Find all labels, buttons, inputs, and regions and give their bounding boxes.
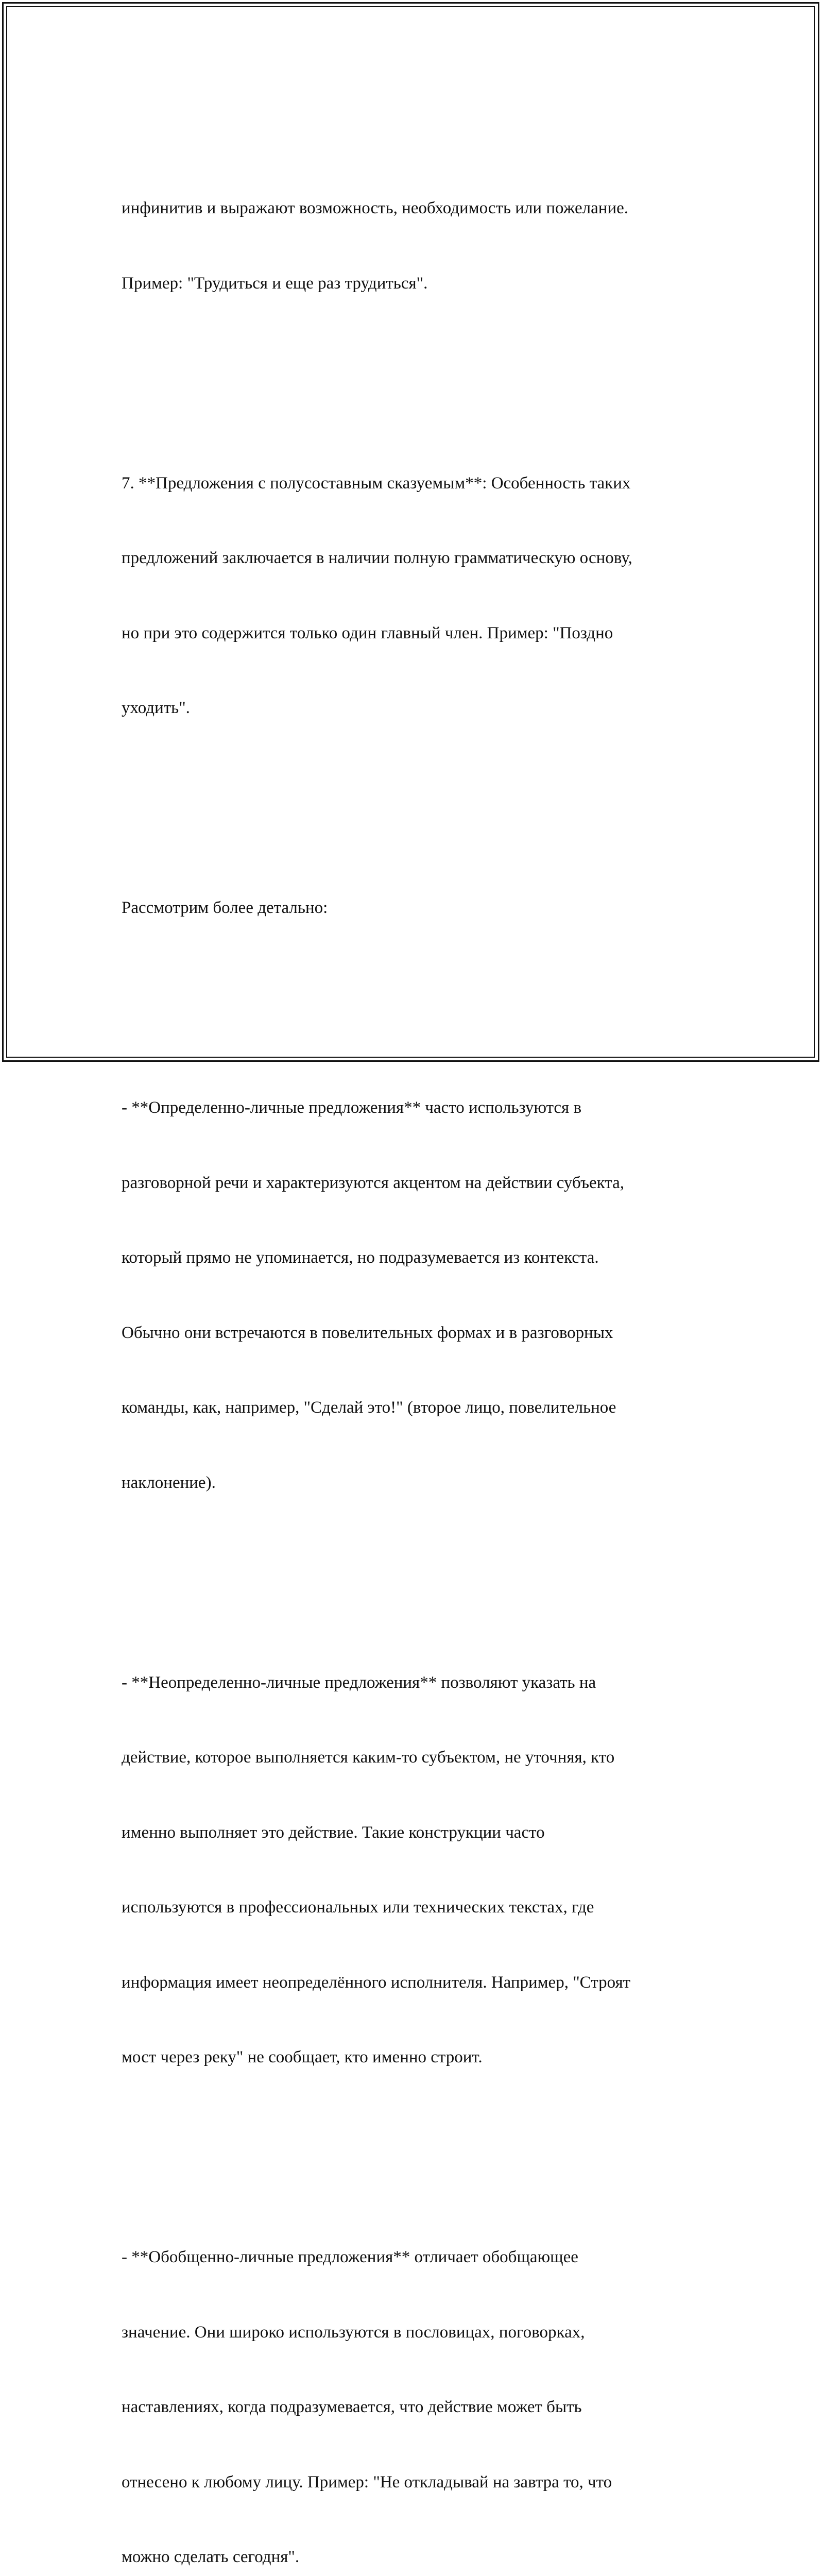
text-line: Рассмотрим более детально: [122, 899, 328, 917]
text-line: наклонение). [122, 1473, 216, 1492]
paragraph-generalized-personal [122, 2195, 703, 2576]
text-line: уходить". [122, 699, 190, 717]
text-line: который прямо не упоминается, но подразумевается из контекста. [122, 1248, 599, 1267]
text-line: - **Определенно-личные предложения** часто используются в [122, 1098, 582, 1117]
text-line: но при это содержится только один главный член. Пример: "Поздно [122, 623, 613, 642]
paragraph-indefinite-personal [122, 1620, 703, 2120]
document-body [122, 96, 703, 2576]
text-line: инфинитив и выражают возможность, необходимость или пожелание. [122, 199, 629, 217]
text-line: - **Неопределенно-личные предложения** позволяют указать на [122, 1673, 596, 1692]
text-line: 7. **Предложения с полусоставным сказуемым**: Особенность таких [122, 473, 631, 493]
text-line: информация имеет неопределённого исполнителя. Например, "Строят [122, 1973, 631, 1992]
paragraph-semi-compound-predicate [122, 421, 703, 771]
text-line: Обычно они встречаются в повелительных формах и в разговорных [122, 1323, 613, 1342]
text-line: действие, которое выполняется каким-то субъектом, не уточняя, кто [122, 1748, 615, 1767]
paragraph-detailed-intro [122, 845, 703, 971]
text-line: отнесено к любому лицу. Пример: "Не откладывай на завтра то, что [122, 2472, 612, 2492]
paragraph-infinitive-example [122, 146, 703, 346]
text-line: наставлениях, когда подразумевается, что действие может быть [122, 2398, 582, 2416]
text-line: - **Обобщенно-личные предложения** отличает обобщающее [122, 2248, 578, 2266]
paragraph-definite-personal [122, 1045, 703, 1545]
text-line: команды, как, например, "Сделай это!" (второе лицо, повелительное [122, 1398, 616, 1417]
text-line: значение. Они широко используются в пословицах, поговорках, [122, 2323, 585, 2342]
text-line: используются в профессиональных или технических текстах, где [122, 1898, 594, 1917]
text-line: можно сделать сегодня". [122, 2548, 300, 2566]
text-line: разговорной речи и характеризуются акцентом на действии субъекта, [122, 1173, 624, 1192]
text-line: предложений заключается в наличии полную грамматическую основу, [122, 549, 632, 567]
text-line: мост через реку" не сообщает, кто именно строит. [122, 2048, 483, 2066]
text-line: Пример: "Трудиться и еще раз трудиться". [122, 274, 428, 293]
text-line: именно выполняет это действие. Такие конструкции часто [122, 1823, 545, 1842]
